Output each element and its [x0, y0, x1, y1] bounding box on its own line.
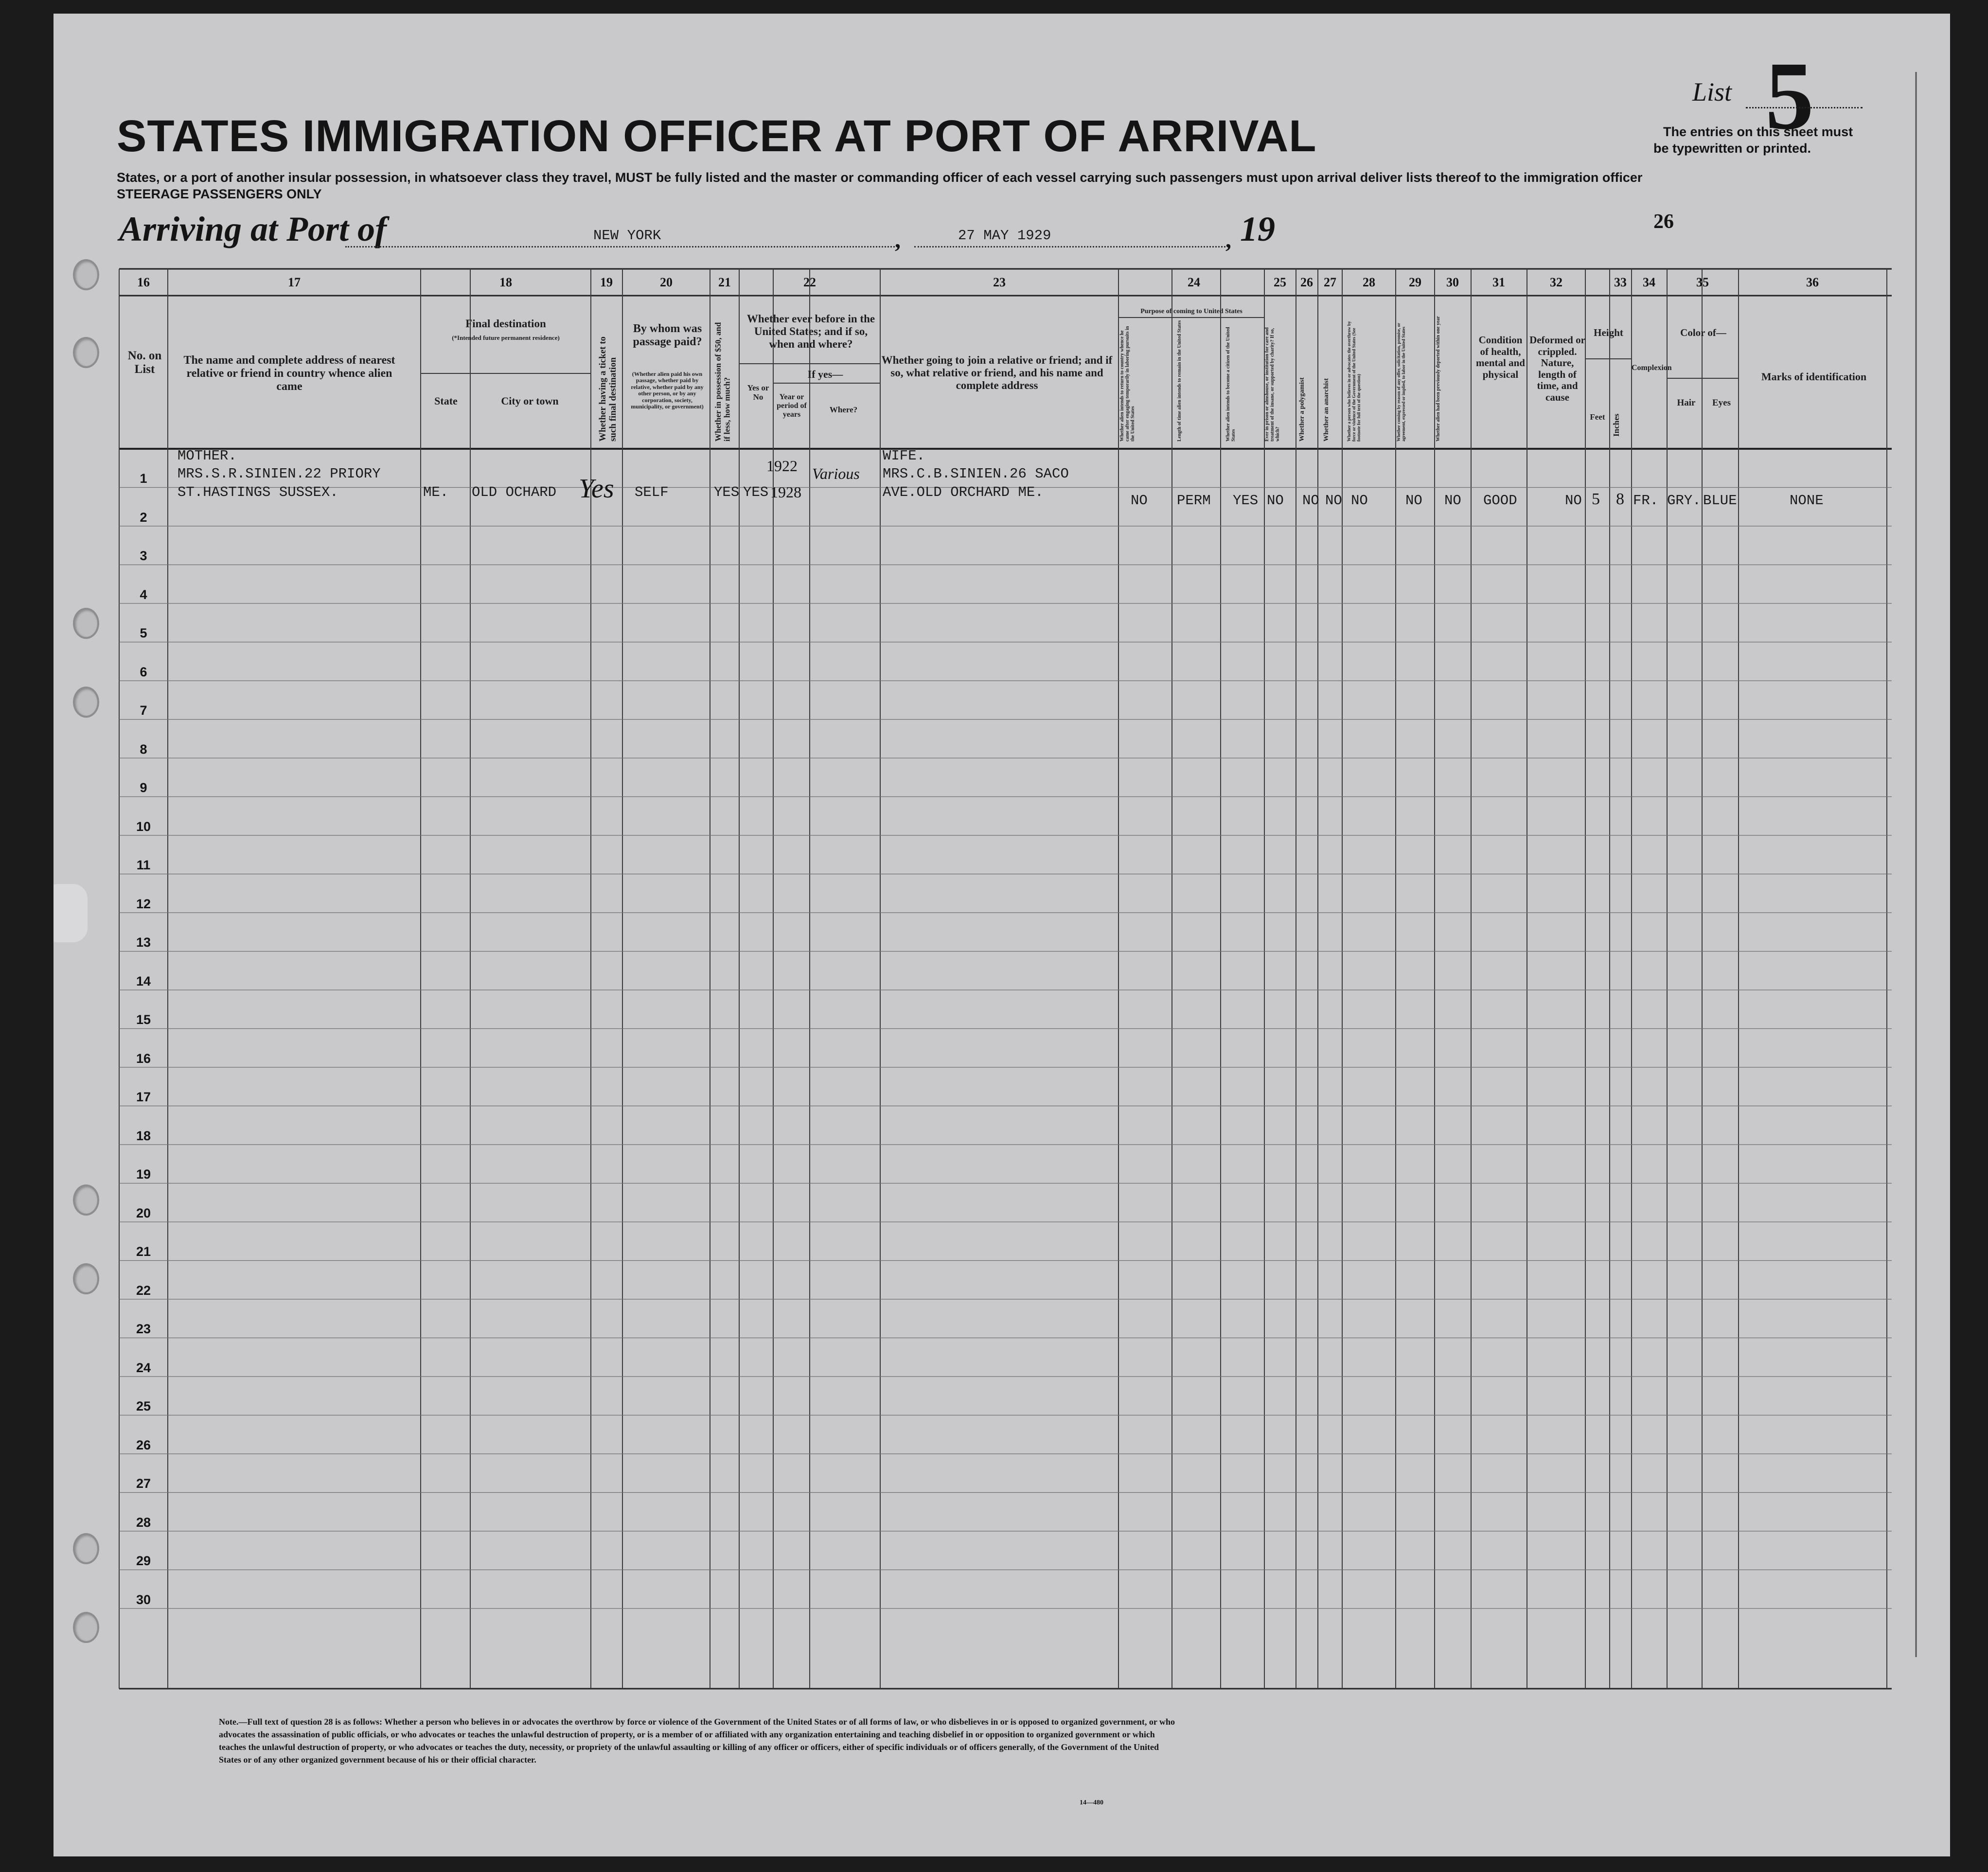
header-col20-sub: (Whether alien paid his own passage, whether paid by relative, whether paid by any other person, or by any corporation, society, municipality, or government): [631, 371, 704, 410]
column-number-25: 25: [1274, 275, 1286, 289]
header-col23: Whether going to join a relative or friend; and if so, what relative or friend, and his name and complete address: [881, 354, 1113, 391]
footnote: Note.—Full text of question 28 is as follows: Whether a person who believes in or advocates the overthrow by force or violence of the Government of the United States or of all forms of law, or who disbelieves in or is opposed to organized government, or who advocates the assassination of public officials, or who advocates or teaches the unlawful destruction of property, or is a member of or affiliated with any organization entertaining and teaching disbelief in or opposition to organized government or which teaches the unlawful destruction of property, or who advocates or teaches the duty, necessity, or propriety of the unlawful assaulting or killing of any officer or officers, either of specific individuals or of officers generally, of the Government of the United States or of any other organized government because of his or their official character.: [219, 1717, 1175, 1765]
date-value: 27 MAY 1929: [958, 228, 1051, 244]
column-number-36: 36: [1806, 275, 1819, 289]
row-number: 8: [140, 742, 147, 757]
row-number: 2: [140, 510, 147, 525]
entry1-labor: NO: [1405, 493, 1422, 509]
entry1-inches: 8: [1616, 490, 1624, 508]
entry1-citizen: YES: [1233, 493, 1259, 509]
header-col34: Complexion: [1632, 364, 1672, 372]
column-number-34: 34: [1643, 275, 1655, 289]
header-col33-inches: Inches: [1612, 413, 1621, 437]
entry1-length: PERM: [1177, 493, 1211, 509]
header-col22-ifyes: If yes—: [807, 368, 843, 380]
arriving-label: Arriving at Port of: [119, 210, 387, 248]
header-col18-city: City or town: [501, 395, 559, 407]
column-number-17: 17: [288, 275, 301, 289]
header-col35-hair: Hair: [1677, 398, 1696, 408]
header-col31: Condition of health, mental and physical: [1476, 334, 1525, 380]
column-number-24: 24: [1188, 275, 1200, 289]
entries-note-line2: be typewritten or printed.: [1653, 141, 1811, 156]
entry1-relative-line1: MOTHER.: [178, 448, 237, 464]
entry1-health: GOOD: [1483, 493, 1517, 509]
entry1-eyes: BLUE: [1703, 493, 1737, 509]
row-number: 19: [136, 1167, 151, 1182]
header-col19: Whether having a ticket to such final destination: [598, 336, 618, 442]
entry1-feet: 5: [1592, 490, 1600, 508]
entry1-paid-by: SELF: [635, 484, 669, 500]
header-col24-b: Length of time alien intends to remain in the United States: [1177, 320, 1182, 442]
row-number: 13: [136, 935, 151, 950]
entry1-year-line2: 1928: [770, 483, 801, 501]
year-prefix: 19: [1240, 210, 1275, 248]
row-number: 23: [136, 1322, 151, 1336]
column-number-30: 30: [1446, 275, 1459, 289]
row-number: 15: [136, 1012, 151, 1027]
header-col28: Whether a person who believes in or advocates the overthrow by force or violence of the Government of the United States (See footnote for full text of the question): [1347, 321, 1361, 442]
year-suffix: 26: [1653, 211, 1674, 233]
column-number-21: 21: [718, 275, 731, 289]
row-number: 20: [136, 1205, 151, 1220]
row-number: 10: [136, 819, 151, 834]
entry1-year-line1: 1922: [766, 457, 798, 475]
column-number-16: 16: [137, 275, 150, 289]
entries-note-line1: The entries on this sheet must: [1663, 124, 1853, 139]
row-number: 9: [140, 780, 147, 795]
entry1-before: YES: [743, 484, 769, 500]
header-col22-year: Year or period of years: [777, 393, 807, 419]
entry1-joining-line2: MRS.C.B.SINIEN.26 SACO: [883, 466, 1069, 482]
header-col36: Marks of identification: [1761, 371, 1867, 383]
entry1-ticket: Yes: [579, 474, 614, 504]
row-number: 30: [136, 1592, 151, 1607]
row-number: 11: [136, 858, 151, 872]
header-col24-title: Purpose of coming to United States: [1140, 308, 1242, 315]
column-number-26: 26: [1300, 275, 1313, 289]
entry1-deported: NO: [1444, 493, 1461, 509]
table-grid: [53, 14, 1950, 1856]
comma-2: ,: [1225, 227, 1231, 253]
row-number: 16: [136, 1051, 151, 1066]
row-number: 25: [136, 1399, 151, 1413]
row-number: 4: [140, 587, 147, 602]
row-number: 22: [136, 1283, 151, 1298]
header-col35-eyes: Eyes: [1712, 398, 1731, 408]
header-col26: Whether a polygamist: [1298, 377, 1306, 442]
header-col24-c: Whether alien intends to become a citizen of the United States: [1225, 327, 1236, 442]
column-number-32: 32: [1550, 275, 1562, 289]
header-col20-title: By whom was passage paid?: [633, 322, 702, 348]
entry1-complexion: FR.: [1633, 493, 1659, 509]
row-number: 27: [136, 1476, 151, 1491]
column-number-23: 23: [993, 275, 1006, 289]
column-number-27: 27: [1324, 275, 1336, 289]
row-number: 5: [140, 626, 147, 640]
column-number-20: 20: [660, 275, 673, 289]
entry1-city: OLD OCHARD: [472, 484, 557, 500]
instruction-steerage: STEERAGE PASSENGERS ONLY: [117, 187, 322, 201]
entry1-return: NO: [1131, 493, 1148, 509]
column-number-33: 33: [1614, 275, 1627, 289]
row-number: 17: [136, 1090, 151, 1104]
entry1-marks: NONE: [1790, 493, 1824, 509]
header-col22-title: Whether ever before in the United States; and if so, when and where?: [746, 313, 875, 350]
manifest-sheet: [53, 14, 1950, 1856]
header-col22-yesno: Yes or No: [747, 383, 769, 402]
entry1-joining-line3: AVE.OLD ORCHARD ME.: [883, 484, 1044, 500]
header-col18-sub: (*Intended future permanent residence): [452, 334, 560, 341]
column-number-28: 28: [1363, 275, 1375, 289]
row-number: 12: [136, 896, 151, 911]
header-col18-state: State: [434, 395, 458, 407]
entry1-overthrow: NO: [1351, 493, 1368, 509]
column-number-22: 22: [803, 275, 816, 289]
header-col24-a: Whether alien intends to return to country whence he came after engaging temporarily in laboring pursuits in the United States: [1119, 326, 1136, 442]
entry1-prison: NO: [1267, 493, 1284, 509]
row-number: 14: [136, 973, 151, 989]
header-col25: Ever in prison or almshouse, or institution for care and treatment of the insane, or supported by charity? If so, which?: [1264, 327, 1280, 442]
form-number: 14—480: [1080, 1799, 1103, 1806]
header-col27: Whether an anarchist: [1323, 378, 1330, 442]
entry1-fifty: YES: [714, 484, 740, 500]
header-col21: Whether in possession of $50, and if less, how much?: [713, 322, 732, 442]
row-number: 26: [136, 1437, 151, 1452]
port-value: NEW YORK: [593, 228, 661, 244]
header-col32: Deformed or crippled. Nature, length of time, and cause: [1529, 334, 1585, 403]
entry1-joining-line1: WIFE.: [883, 448, 925, 464]
header-col30: Whether alien had been previously deported within one year: [1436, 316, 1441, 442]
header-col35-title: Color of—: [1680, 327, 1726, 338]
instruction-text: States, or a port of another insular possession, in whatsoever class they travel, MUST be fully listed and the master or commanding officer of each vessel carrying such passengers must upon arrival deliver lists thereof to the immigration officer: [117, 170, 1643, 185]
header-col33-feet: Feet: [1590, 412, 1605, 422]
row-number: 28: [136, 1515, 151, 1530]
column-number-19: 19: [600, 275, 613, 289]
row-number: 6: [140, 664, 147, 679]
column-number-35: 35: [1696, 275, 1709, 289]
entry1-deformed: NO: [1565, 493, 1582, 509]
entry1-state: ME.: [423, 484, 449, 500]
page-title: STATES IMMIGRATION OFFICER AT PORT OF ARRIVAL: [117, 111, 1317, 161]
header-col33-title: Height: [1594, 327, 1623, 338]
entry1-hair: GRY.: [1667, 493, 1701, 509]
row-number: 3: [140, 548, 147, 563]
row-number: 24: [136, 1360, 151, 1375]
entry1-relative-line3: ST.HASTINGS SUSSEX.: [178, 484, 338, 500]
row-number: 29: [136, 1554, 151, 1568]
list-number: 5: [1765, 42, 1814, 150]
row-number: 18: [136, 1128, 151, 1143]
entry1-polygamist: NO: [1302, 493, 1319, 509]
list-label: List: [1692, 77, 1732, 106]
row-number: 1: [140, 471, 147, 486]
column-number-31: 31: [1492, 275, 1505, 289]
comma-1: ,: [895, 227, 901, 253]
header-col29: Whether coming by reason of any offer, solicitation, promise, or agreement, expressed or implied, to labor in the United States: [1396, 323, 1406, 442]
column-number-29: 29: [1409, 275, 1421, 289]
header-col17: The name and complete address of nearest relative or friend in country whence alien came: [183, 354, 395, 393]
header-no-on-list: No. on List: [127, 349, 162, 376]
row-number: 7: [140, 703, 147, 718]
entry1-where: Various: [812, 465, 860, 482]
entry1-anarchist: NO: [1325, 493, 1342, 509]
column-number-18: 18: [499, 275, 512, 289]
header-col22-where: Where?: [829, 405, 858, 414]
entry1-relative-line2: MRS.S.R.SINIEN.22 PRIORY: [178, 466, 381, 482]
row-number: 21: [136, 1244, 151, 1259]
header-col18-title: Final destination: [465, 318, 546, 330]
